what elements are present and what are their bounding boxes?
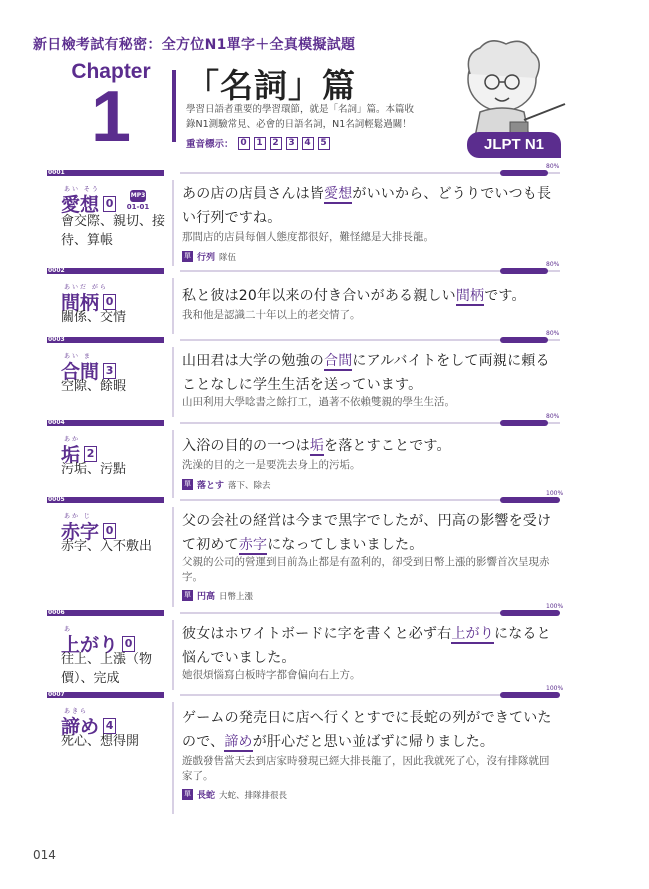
progress-label: 80% [546, 413, 560, 420]
accent-mark: 0 [103, 523, 116, 539]
entry-number: 0003 [48, 336, 65, 343]
vocab-definition: 落下、除去 [228, 480, 271, 491]
sentence-part: です。 [484, 288, 526, 304]
sentence-translation: 遊戲發售當天去到店家時發現已經大排長龍了，因此我就死了心，沒有排隊就回家了。 [182, 755, 550, 782]
vocab-term: 円高 [197, 592, 216, 602]
chapter-divider [172, 70, 176, 142]
headword-text: 諦め [61, 716, 100, 738]
vocab-note [182, 788, 287, 801]
sentence-translation: 她很煩惱寫白板時字都會偏向右上方。 [182, 669, 361, 681]
intro-text [186, 102, 466, 132]
sentence-part: が肝心だと思い並ばずに帰りました。 [252, 734, 495, 750]
teacher-mascot-illustration [440, 34, 570, 144]
page-heading: 「名詞」篇 [186, 66, 356, 105]
progress-fill [500, 420, 548, 426]
highlighted-word: 諦め [224, 734, 253, 750]
word-meaning: 會交際、親切、接待、算帳 [61, 214, 166, 248]
mp3-disc-icon[interactable]: MP3 [130, 190, 146, 202]
chapter-number: 1 [90, 77, 132, 157]
word-reading: あきら [64, 708, 89, 715]
highlighted-word: 合間 [324, 353, 353, 369]
progress-label: 100% [546, 685, 564, 692]
word-meaning: 關係、交情 [61, 310, 127, 325]
accent-mark: 0 [122, 636, 135, 652]
example-sentence [182, 349, 552, 397]
tone-legend [186, 136, 330, 150]
word-meaning: 往上、上漲（物價）、完成 [61, 652, 153, 686]
word-meaning: 污垢、污點 [61, 462, 127, 477]
page-number: 014 [33, 848, 56, 862]
entry-number: 0002 [48, 267, 65, 274]
series-title: 新日檢考試有秘密：全方位N1單字＋全真模擬試題 [33, 37, 356, 53]
example-sentence [182, 434, 552, 458]
sentence-translation: 那間店的店員每個人態度都很好，難怪總是大排長龍。 [182, 231, 434, 243]
entry-number: 0001 [48, 169, 65, 176]
intro-line: 學習日語者重要的學習環節，就是「名詞」篇。本篇收 [186, 104, 415, 115]
vocab-tag: 單 [184, 252, 191, 260]
word-reading: あか [64, 436, 81, 443]
word-reading: あい ま [64, 353, 92, 360]
vocab-term: 行列 [197, 253, 216, 263]
tone-label: 重音標示： [186, 139, 234, 150]
entry-number: 0004 [48, 419, 65, 426]
progress-label: 80% [546, 330, 560, 337]
vocab-definition: 日幣上漲 [219, 591, 254, 602]
sentence-part: 山田君は大学の勉強の [182, 353, 324, 369]
progress-fill [500, 337, 548, 343]
highlighted-word: 垢 [309, 438, 325, 454]
sentence-part: にアルバイトをして両親に頼ることなしに学生生活を送っています。 [182, 353, 550, 393]
sentence-translation: 父親的公司的營運到目前為止都是有盈利的，卻受到日幣上漲的影響首次呈現赤字。 [182, 556, 550, 583]
progress-fill [500, 268, 548, 274]
tone-mark: 4 [302, 137, 314, 150]
accent-mark: 0 [103, 196, 116, 212]
entry-divider [172, 507, 174, 607]
vocab-tag: 單 [184, 591, 191, 599]
headword-text: 上がり [61, 634, 119, 656]
entry-number: 0006 [48, 609, 65, 616]
sentence-part: 入浴の目的の一つは [182, 438, 310, 454]
tone-mark: 1 [254, 137, 266, 150]
word-meaning: 空隙、餘暇 [61, 379, 127, 394]
headword-text: 愛想 [61, 194, 100, 216]
progress-fill [500, 170, 548, 176]
sentence-part: になってしまいました。 [267, 537, 424, 553]
word-reading: あいだ がら [64, 284, 108, 291]
vocab-tag: 單 [184, 480, 191, 488]
sentence-part: 父の会社の経営は今まで黒字でしたが、円高の影響を受けて初めて [182, 513, 552, 553]
sentence-translation: 我和他是認識二十年以上的老交情了。 [182, 309, 361, 321]
highlighted-word: 上がり [451, 626, 494, 642]
chapter-label [66, 60, 156, 157]
sentence-translation: 洗澡的目的之一是要洗去身上的污垢。 [182, 459, 361, 471]
headword-text: 合間 [61, 361, 100, 383]
progress-label: 100% [546, 603, 564, 610]
accent-mark: 3 [103, 363, 116, 379]
highlighted-word: 赤字 [238, 537, 268, 553]
highlighted-word: 愛想 [324, 186, 353, 202]
vocab-note [182, 589, 253, 602]
headword-text: 垢 [61, 444, 81, 466]
tone-mark: 3 [286, 137, 298, 150]
word-meaning: 赤字、入不敷出 [61, 539, 153, 554]
jlpt-badge: JLPT N1 [467, 132, 561, 158]
word-meaning: 死心、想得開 [61, 734, 140, 749]
sentence-part: になると悩んでいました。 [182, 626, 551, 666]
track-code: 01-01 [126, 203, 150, 211]
tone-mark: 2 [270, 137, 282, 150]
sentence-part: あの店の店員さんは皆 [182, 186, 324, 202]
vocab-note [182, 250, 236, 263]
sentence-part: 私と彼は20年以来の付き合いがある親しい [182, 288, 456, 304]
sentence-translation: 山田利用大學唸書之餘打工，過著不依賴雙親的學生生活。 [182, 396, 455, 408]
progress-fill [500, 610, 560, 616]
example-sentence [182, 284, 552, 308]
accent-mark: 0 [103, 294, 116, 310]
progress-fill [500, 497, 560, 503]
sentence-part: ゲームの発売日に店へ行くとすでに長蛇の列ができていたので、 [182, 710, 552, 750]
word-reading: あか じ [64, 513, 92, 520]
example-sentence [182, 182, 552, 230]
entry-divider [172, 702, 174, 814]
word-reading: あい そう [64, 186, 100, 193]
chapter-word: Chapter [71, 60, 151, 83]
vocab-note [182, 478, 271, 491]
progress-label: 80% [546, 261, 560, 268]
vocab-tag: 單 [184, 790, 191, 798]
example-sentence [182, 706, 552, 754]
progress-label: 100% [546, 490, 564, 497]
highlighted-word: 間柄 [455, 288, 485, 304]
accent-mark: 2 [84, 446, 97, 462]
tone-mark: 5 [318, 137, 330, 150]
vocab-definition: 大蛇、排隊排很長 [219, 790, 288, 801]
progress-label: 80% [546, 163, 560, 170]
vocab-term: 落とす [197, 481, 225, 491]
audio-track[interactable] [118, 182, 158, 211]
sentence-part: を落とすことです。 [324, 438, 451, 454]
vocab-term: 長蛇 [197, 791, 216, 801]
headword-text: 間柄 [61, 292, 100, 314]
progress-fill [500, 692, 560, 698]
sentence-part: がいいから、どうりでいつも長い行列ですね。 [182, 186, 552, 226]
word-reading: あ [64, 626, 73, 633]
tone-mark: 0 [238, 137, 250, 150]
example-sentence [182, 509, 552, 557]
accent-mark: 4 [103, 718, 116, 734]
entry-number: 0005 [48, 496, 65, 503]
vocab-definition: 隊伍 [219, 252, 237, 263]
entry-number: 0007 [48, 691, 65, 698]
example-sentence [182, 622, 552, 670]
headword-text: 赤字 [61, 521, 100, 543]
sentence-part: 彼女はホワイトボードに字を書くと必ず右 [182, 626, 452, 642]
intro-line: 錄N1測驗常見、必會的日語名詞，N1名詞輕鬆過關！ [186, 119, 412, 130]
